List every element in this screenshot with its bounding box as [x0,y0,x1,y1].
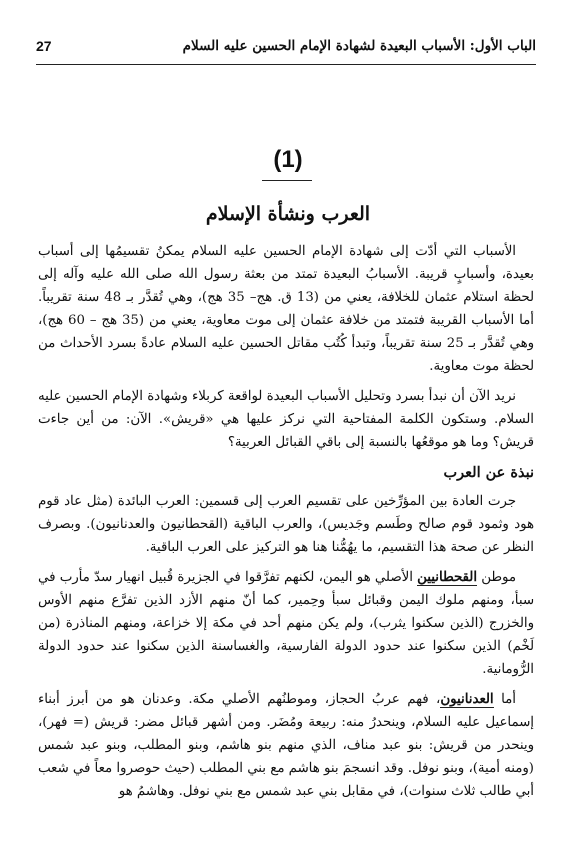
page-header [36,38,536,58]
keyword-adnanites: العدنانيون [440,692,494,707]
paragraph-1: الأسباب التي أدّت إلى شهادة الإمام الحسين عليه السلام يمكنُ تقسيمُها إلى أسباب بعيدة، وأسبابٍ قريبة. الأسبابُ البعيدة تمتد من بعثة رسول الله صلى الله عليه وآله إلى لحظة استلام عثمان للخلافة، يعني من (13 ق. هج– 35 هج)، وهي تُقدَّر بـ 48 سنة تقريباً. أما الأسباب القريبة فتمتد من خلافة عثمان إلى موت معاوية، يعني من (35 هج – 60 هج)، وهي تُقدَّر بـ 25 سنة تقريباً، وتبدأ كُتُب مقاتل الحسين عليه السلام عادةً بسرد الأحداث من لحظة موت معاوية. [38,244,535,374]
paragraph-4-lead: موطن [481,570,516,585]
paragraph-2: نريد الآن أن نبدأ بسرد وتحليل الأسباب البعيدة لواقعة كربلاء وشهادة الإمام الحسين عليه السلام. وستكون الكلمة المفتاحية التي نركز عليها هي «قريش». الآن: من أين جاءت قريش؟ وما هو موقعُها بالنسبة إلى باقي القبائل العربية؟ [38,389,534,450]
section-heading: نبذة عن العرب [443,464,534,481]
header-rule [36,64,536,65]
paragraph-5 [38,688,534,803]
paragraph-5-text: ، فهم عربُ الحجاز، وموطنُهم الأصلي مكة. وعدنان هو من أبرز أبناء إسماعيل عليه السلام، وينحدرُ منه: ربيعة ومُضَر. ومن أشهر قبائل مضر: قريش (= فهر)، وينحدر من قريش: بنو عبد مناف، الذي منهم بنو هاشم، وبنو المطلب، وبنو عبد شمس (ومنه أمية)، وبنو نوفل. وقد انسجمَ بنو هاشم مع بني المطلب (حيث حوصروا معاً في شعب أبي طالب ثلاث سنوات)، في مقابل بني عبد شمس مع بني نوفل. وهاشمُ هو [38,692,534,799]
paragraph-3: جرت العادة بين المؤرِّخين على تقسيم العرب إلى قسمين: العرب البائدة (مثل عاد قوم هود وثمود قوم صالح وطَسم وجَديس)، والعرب الباقية (القحطانيون والعدنانيون). وبصرف النظر عن صحة هذا التقسيم، ما يهُمُّنا هنا هو التركيز على العرب الباقية. [38,494,534,555]
chapter-title: العرب ونشأة الإسلام [205,203,371,225]
chapter-number: (1) [273,146,303,173]
running-title: الباب الأول: الأسباب البعيدة لشهادة الإمام الحسين عليه السلام [182,38,536,54]
paragraph-4-text: الأصلي هو اليمن، لكنهم تفرَّقوا في الجزيرة قُبيل انهيار سدّ مأرب في سبأ، ومنهم ملوك اليمن وقبائل سبأ وحِمير، كما أنّ منهم الأزد الذين تفرَّع منهم الأوس والخزرج (الذين سكنوا يثرب)، ولم يكن منهم أحد في مكة إلا خزاعة، ومنهم المناذرة (من لَخْم) الذين سكنوا عند حدود الدولة الفارسية، والغساسنة الذين سكنوا عند حدود الدولة الرُّومانية. [38,570,534,677]
page-number: 27 [36,38,52,54]
paragraph-5-lead: أما [501,692,516,707]
keyword-qahtanites: القحطانيين [417,570,478,585]
body-text [38,240,534,810]
paragraph-4 [38,566,534,681]
chapter-divider [262,180,312,181]
